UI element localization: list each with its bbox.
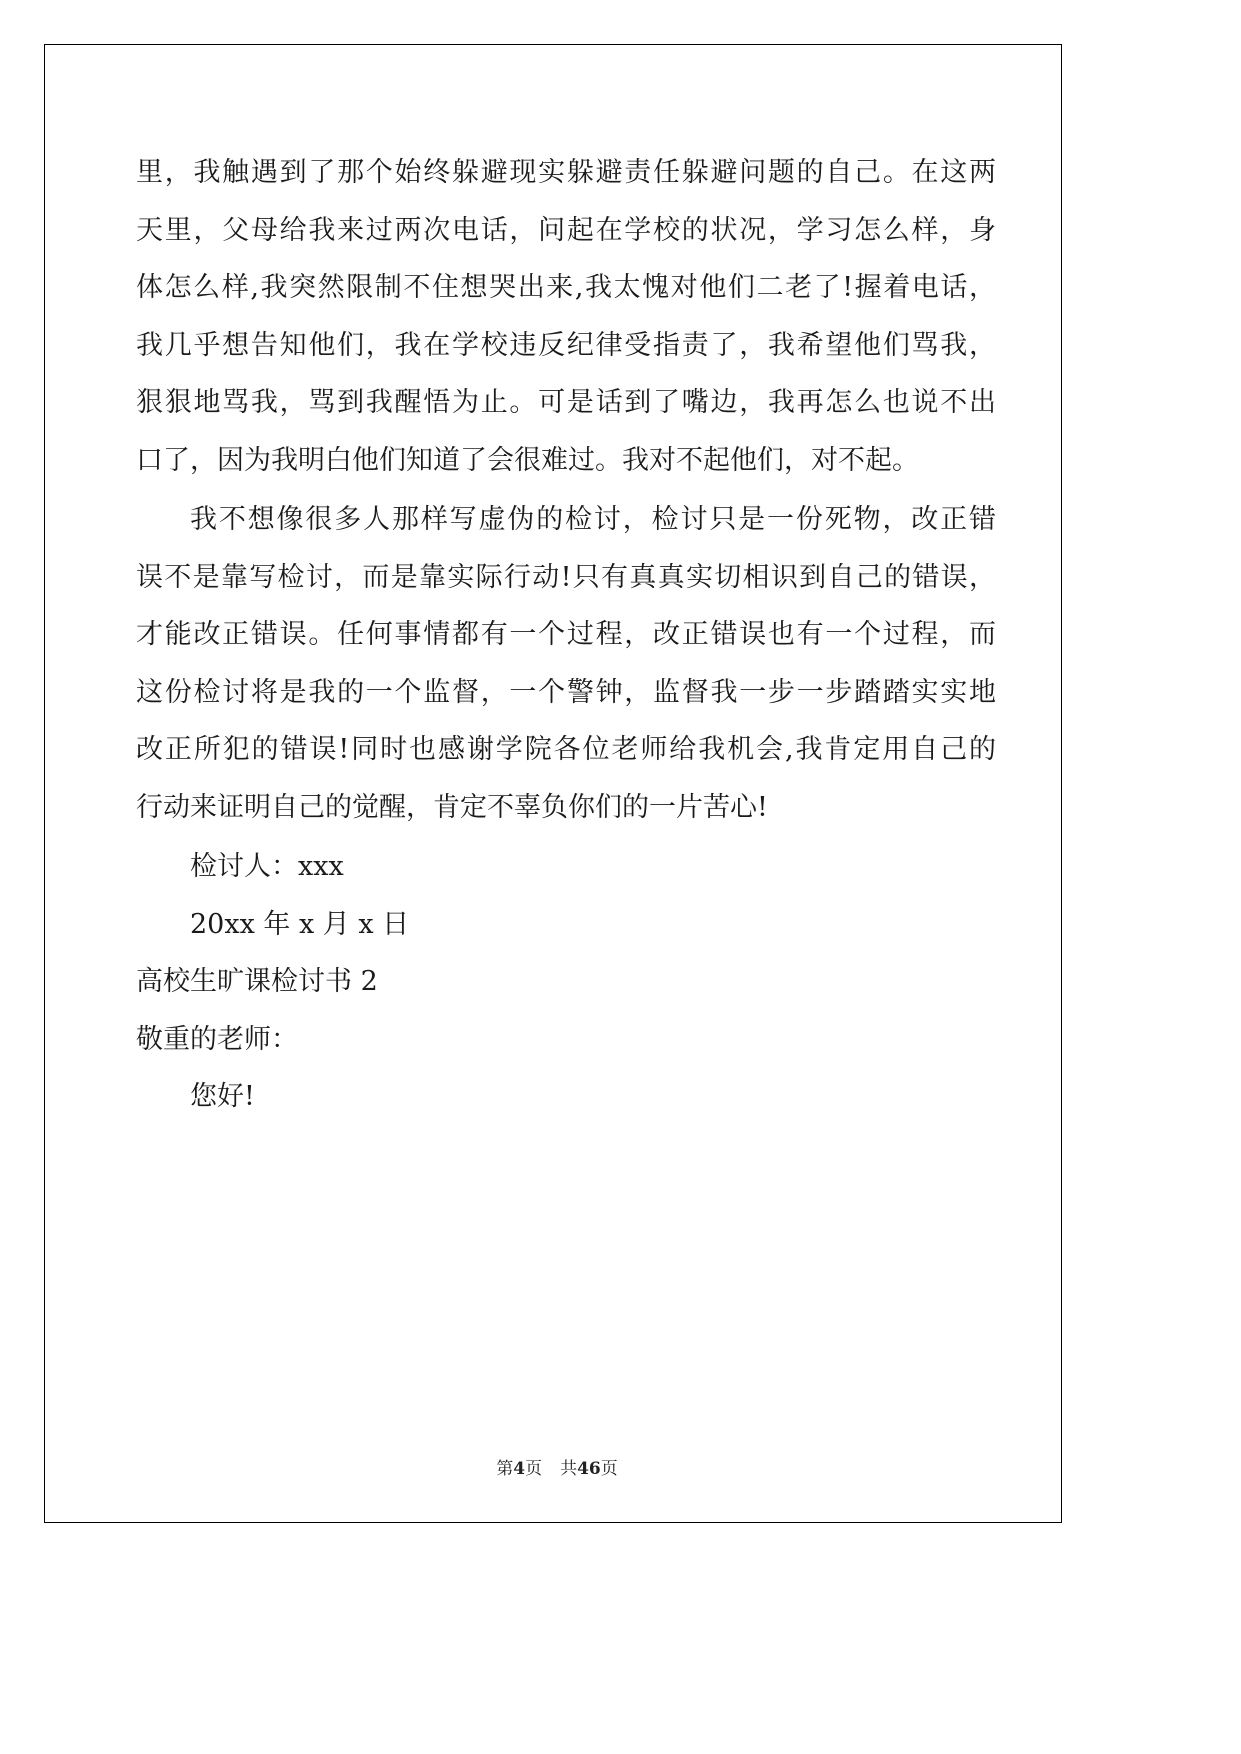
greeting: 您好! xyxy=(190,1081,255,1112)
text-line: 天里，父母给我来过两次电话，问起在学校的状况，学习怎么样，身 xyxy=(136,214,996,246)
text-line: 我不想像很多人那样写虚伪的检讨，检讨只是一份死物，改正错 xyxy=(190,504,996,535)
text-line: 误不是靠写检讨，而是靠实际行动!只有真真实切相识到自己的错误， xyxy=(136,561,996,593)
text-line: 才能改正错误。任何事情都有一个过程，改正错误也有一个过程，而 xyxy=(136,619,996,650)
footer-prefix: 第 xyxy=(496,1459,514,1479)
text-line: 口了，因为我明白他们知道了会很难过。我对不起他们，对不起。 xyxy=(136,444,919,476)
footer-total-prefix: 共 xyxy=(560,1459,578,1479)
salutation: 敬重的老师： xyxy=(136,1023,298,1055)
text-line: 行动来证明自己的觉醒，肯定不辜负你们的一片苦心! xyxy=(136,791,768,823)
page-footer xyxy=(0,1454,1114,1479)
page-number: 4 xyxy=(513,1459,526,1479)
text-line: 里，我触遇到了那个始终躲避现实躲避责任躲避问题的自己。在这两 xyxy=(136,157,996,188)
signature-line: 检讨人：xxx xyxy=(190,851,344,882)
footer-page-suffix: 页 xyxy=(525,1459,543,1479)
total-pages: 46 xyxy=(577,1459,601,1479)
document-body xyxy=(136,144,996,1126)
section-title: 高校生旷课检讨书 2 xyxy=(136,966,378,997)
text-line: 我几乎想告知他们，我在学校违反纪律受指责了，我希望他们骂我， xyxy=(136,329,996,361)
text-line: 体怎么样,我突然限制不住想哭出来,我太愧对他们二老了!握着电话， xyxy=(136,272,996,303)
text-line: 改正所犯的错误!同时也感谢学院各位老师给我机会,我肯定用自己的 xyxy=(136,734,996,765)
text-line: 狠狠地骂我，骂到我醒悟为止。可是话到了嘴边，我再怎么也说不出 xyxy=(136,387,996,418)
footer-total-suffix: 页 xyxy=(600,1459,618,1479)
text-line: 这份检讨将是我的一个监督，一个警钟，监督我一步一步踏踏实实地 xyxy=(136,676,996,708)
date-line: 20xx 年 x 月 x 日 xyxy=(190,908,410,940)
